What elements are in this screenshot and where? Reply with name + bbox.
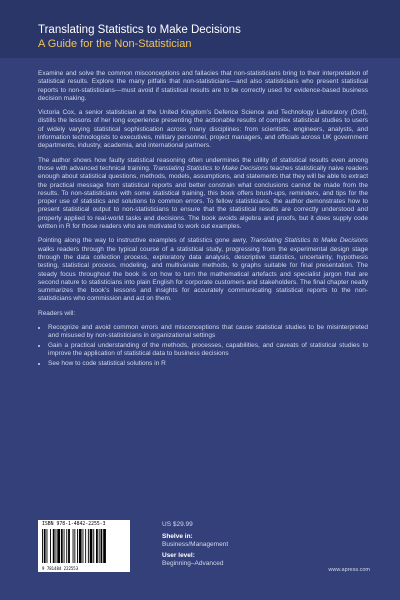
barcode-number: 9 781484 222553 xyxy=(42,566,79,571)
book-title: Translating Statistics to Make Decisions xyxy=(38,24,241,36)
readers-intro: Readers will: xyxy=(38,309,76,317)
paragraph-3 xyxy=(38,157,368,232)
paragraph-3-rest: teaches statistically naive readers enough about statistical questions, methods, models, assumptions, and statements that they will be able to extract the practical message from statistical reports and better constrain what conclusions cannot be made from the results. To non-statisticians with some statistical training, this book offers brush-ups, reminders, and tips for the proper use of statistics and solutions to common errors. To fellow statisticians, the author demonstrates how to present statistical output to non-statisticians to ensure that the statistical results are correctly understood and properly applied to real-world tasks and decisions. The book avoids algebra and proofs, but it does supply code written in R for those readers who are motivated to work out examples. xyxy=(38,164,368,231)
readers-list xyxy=(38,324,368,368)
list-item: • Gain a practical understanding of the methods, processes, capabilities, and caveats of statistical studies to improve the application of statistical data to business decisions xyxy=(48,342,368,359)
paragraph-3-start: The author shows how faulty statistical reasoning often undermines the utility of statistical results even among those with advanced technical training. xyxy=(38,156,368,172)
isbn-text: ISBN 978-1-4842-2255-3 xyxy=(42,522,106,527)
user-level-value: Beginning–Advanced xyxy=(162,560,224,567)
blurb xyxy=(38,70,368,370)
list-item: • Recognize and avoid common errors and misconceptions that cause statistical studies to be misinterpreted and misused by non-statisticians in organizational settings xyxy=(48,324,368,341)
user-level-label: User level: xyxy=(162,552,195,559)
book-subtitle: A Guide for the Non-Statistician xyxy=(38,38,192,50)
paragraph-2: Victoria Cox, a senior statistician at the United Kingdom’s Defence Science and Technology Laboratory (Dstl), distills the lessons of her long experience presenting the actionable results of complex statistical studies to users of widely varying statistical sophistication across many disciplines: from scientists, engineers, analysts, and information technologists to executives, military personnel, project managers, and officials across UK government departments, industry, academia, and international partners. xyxy=(38,109,368,150)
publisher-url: www.apress.com xyxy=(328,567,370,573)
price: US $29.99 xyxy=(162,521,193,528)
paragraph-3-title: Translating Statistics to Make Decisions xyxy=(152,164,269,172)
paragraph-4 xyxy=(38,237,368,303)
paragraph-4-title: Translating Statistics to Make Decisions xyxy=(250,237,368,245)
list-item: • See how to code statistical solutions in R xyxy=(48,360,368,368)
paragraph-1: Examine and solve the common misconceptions and fallacies that non-statisticians bring to their interpretation of statistical results. Explore the many pitfalls that non-statisticians—and also statisticians who present statistical reports to non-statisticians—must avoid if statistical results are to be correctly used for evidence-based business decision making. xyxy=(38,70,368,102)
shelve-label: Shelve in: xyxy=(162,533,193,540)
paragraph-4-rest: walks readers through the typical course of a statistical study, progressing from the experimental design stage through the data collection process, exploratory data analysis, descriptive statistics, uncertainty, hypothesis testing, statistical process, modeling, and multivariate methods, to graphs suitable for final presentation. The steady focus throughout the book is on how to turn the mathematical artefacts and specialist jargon that are second nature to statisticians into plain English for corporate customers and stakeholders. The final chapter neatly summarizes the book’s lessons and insights for accurately communicating statistical reports to the non-statisticians who commission and act on them. xyxy=(38,245,368,303)
paragraph-4-start: Pointing along the way to instructive examples of statistics gone awry, xyxy=(38,237,251,245)
isbn-barcode xyxy=(38,520,130,572)
title-band xyxy=(0,0,400,58)
barcode-icon xyxy=(42,529,126,563)
shelve-value: Business/Management xyxy=(162,541,229,548)
book-info xyxy=(162,521,282,568)
